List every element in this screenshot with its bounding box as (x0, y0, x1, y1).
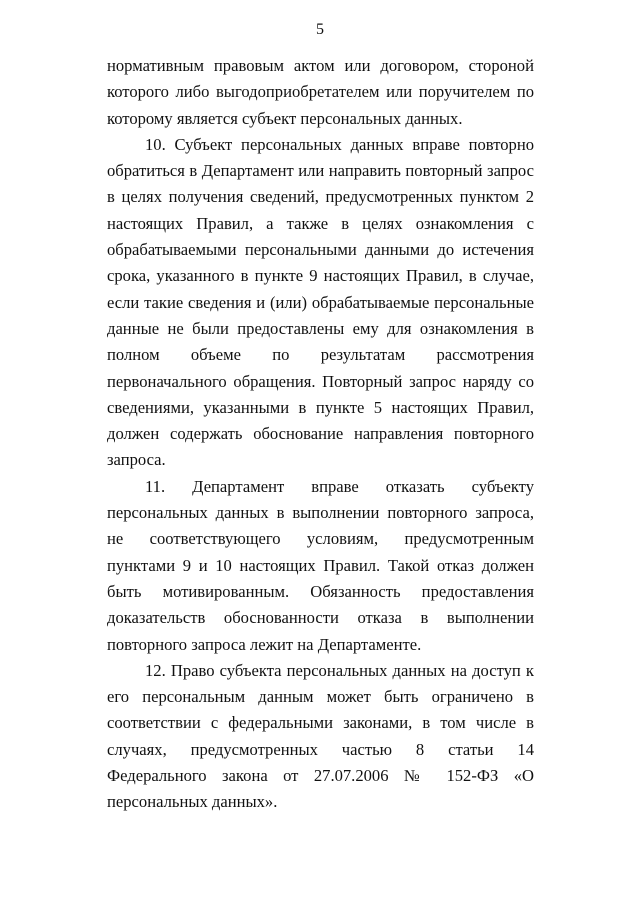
paragraph-continuation: нормативным правовым актом или договором, стороной которого либо выгодоприобретателем или поручителем по которому является субъект персональных данных. (107, 56, 534, 128)
document-body (107, 53, 534, 816)
paragraph-11: 11. Департамент вправе отказать субъекту персональных данных в выполнении повторного запроса, не соответствующего условиям, предусмотренным пунктами 9 и 10 настоящих Правил. Такой отказ должен быть мотивированным. Обязанность предоставления доказательств обоснованности отказа в выполнении повторного запроса лежит на Департаменте. (107, 476, 534, 654)
paragraph-12: 12. Право субъекта персональных данных на доступ к его персональным данным может быть ограничено в соответствии с федеральными законами, в том числе в случаях, предусмотренных частью 8 статьи 14 Федерального закона от 27.07.2006 № 152-ФЗ «О персональных данных». (107, 660, 534, 812)
page-number: 5 (316, 21, 324, 38)
paragraph-10: 10. Субъект персональных данных вправе повторно обратиться в Департамент или направить повторный запрос в целях получения сведений, предусмотренных пунктом 2 настоящих Правил, а также в целях ознакомления с обрабатываемыми персональными данными до истечения срока, указанного в пункте 9 настоящих Правил, в случае, если такие сведения и (или) обрабатываемые персональные данные не были предоставлены ему для ознакомления в полном объеме по результатам рассмотрения первоначального обращения. Повторный запрос наряду со сведениями, указанными в пункте 5 настоящих Правил, должен содержать обоснование направления повторного запроса. (107, 134, 534, 470)
